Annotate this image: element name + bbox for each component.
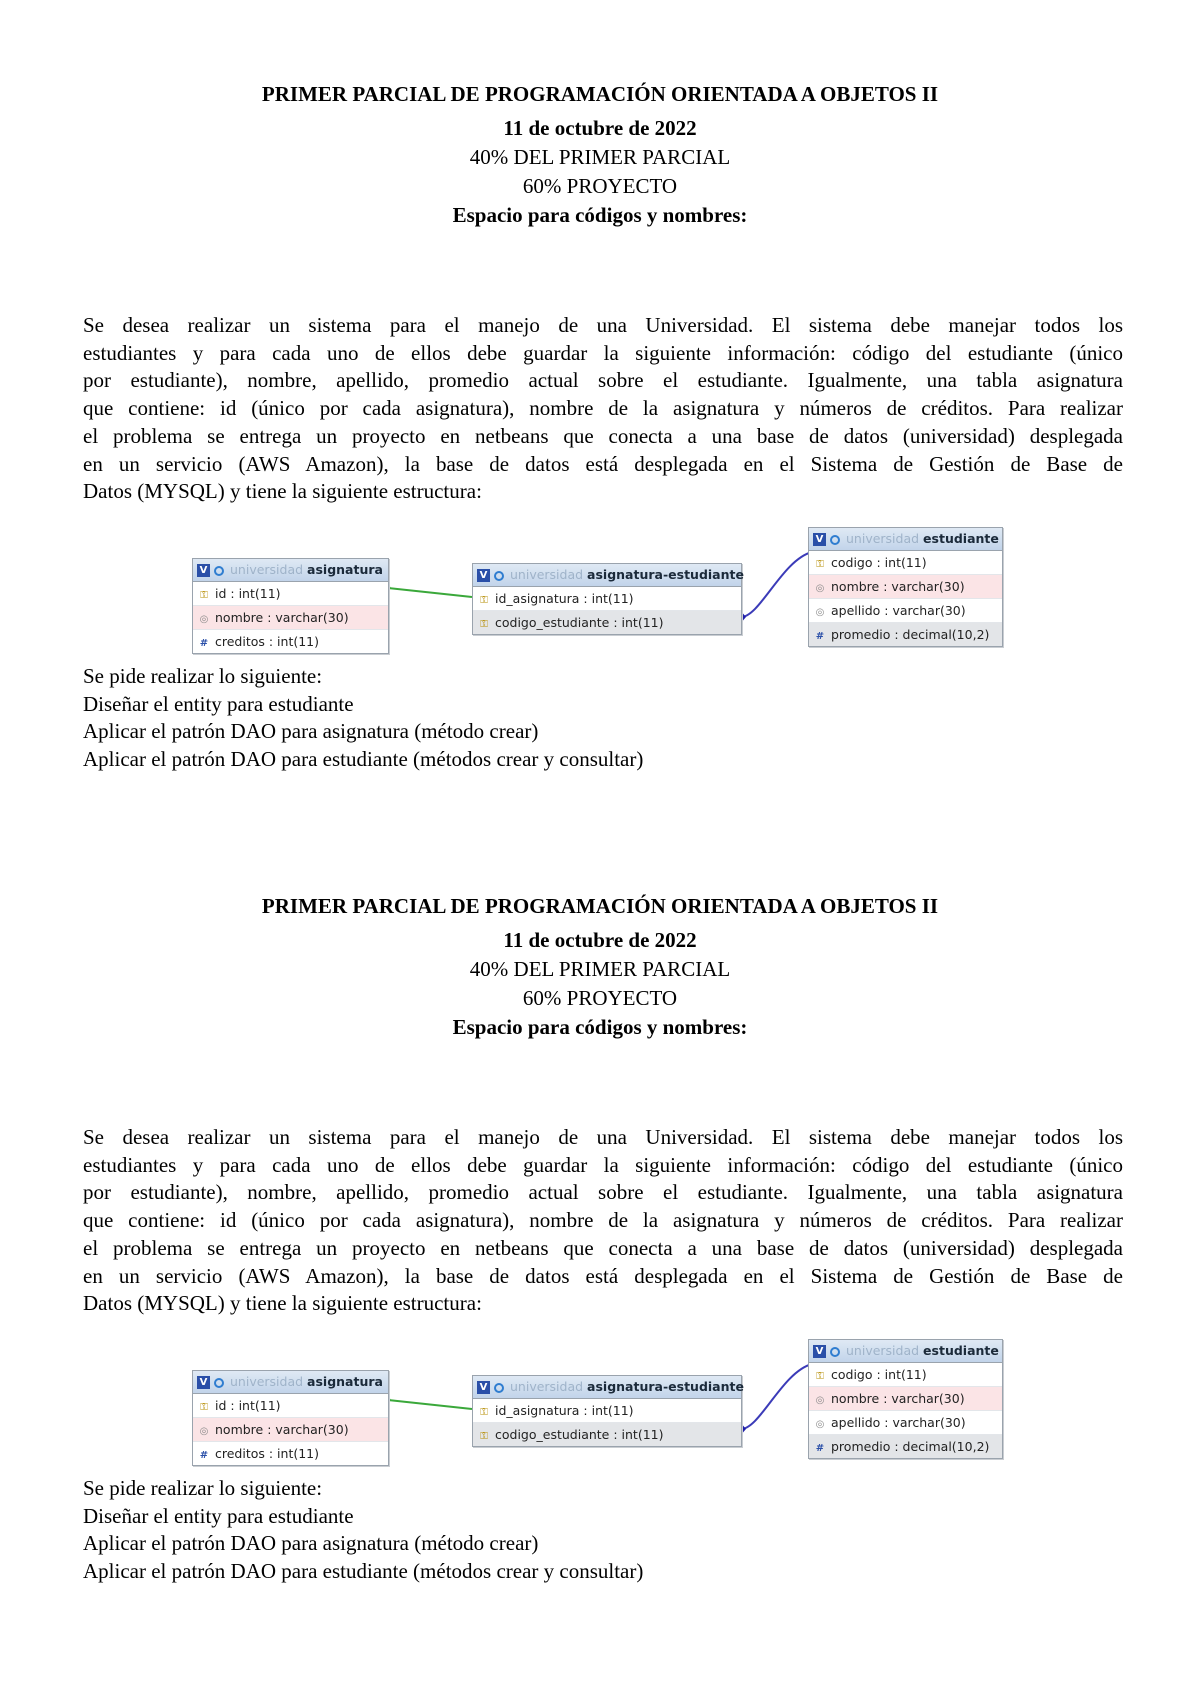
space-label: Espacio para códigos y nombres: <box>452 203 748 227</box>
exam-title: PRIMER PARCIAL DE PROGRAMACIÓN ORIENTADA A OBJETOS II <box>261 82 939 106</box>
relation-links <box>0 812 1200 1472</box>
db-name: universidad <box>510 1379 584 1394</box>
paragraph-line: en un servicio (AWS Amazon), la base de datos está desplegada en el Sistema de Gestión de Base de <box>83 451 1123 476</box>
db-name: universidad <box>846 531 920 546</box>
table-name: estudiante <box>923 531 999 546</box>
index-icon: ◎ <box>199 1426 209 1437</box>
paragraph-line: que contiene: id (único por cada asignatura), nombre de la asignatura y números de créditos. Para realizar <box>83 1208 1123 1233</box>
gear-icon[interactable] <box>494 1383 504 1393</box>
table-field <box>473 587 741 611</box>
field-text: id : int(11) <box>215 586 281 601</box>
table-field <box>809 551 1002 575</box>
table-asignatura <box>192 1370 389 1466</box>
paragraph-line: Datos (MYSQL) y tiene la siguiente estructura: <box>83 479 482 504</box>
table-field <box>809 1363 1002 1387</box>
key-icon: ⚿ <box>200 590 208 601</box>
key-icon: ⚿ <box>480 1407 488 1418</box>
field-text: id_asignatura : int(11) <box>495 591 634 606</box>
task-list <box>83 663 643 773</box>
link-asignatura <box>388 588 472 597</box>
field-text: nombre : varchar(30) <box>215 610 349 625</box>
paragraph-line: Se desea realizar un sistema para el manejo de una Universidad. El sistema debe manejar todos los <box>83 313 1123 337</box>
gear-icon[interactable] <box>830 535 840 545</box>
table-header <box>809 528 1002 551</box>
table-header <box>473 564 744 587</box>
checkbox-icon[interactable]: V <box>813 533 826 546</box>
key-icon: ⚿ <box>480 619 488 630</box>
index-icon: ◎ <box>815 583 825 594</box>
table-header <box>473 1376 744 1399</box>
key-icon: ⚿ <box>816 559 824 570</box>
table-estudiante <box>808 1339 1003 1459</box>
field-text: creditos : int(11) <box>215 634 320 649</box>
checkbox-icon[interactable]: V <box>197 564 210 577</box>
gear-icon[interactable] <box>830 1347 840 1357</box>
field-text: apellido : varchar(30) <box>831 1415 966 1430</box>
table-asignatura-estudiante <box>472 1375 742 1447</box>
db-name: universidad <box>230 1374 304 1389</box>
field-text: codigo_estudiante : int(11) <box>495 1427 664 1442</box>
key-icon: ⚿ <box>200 1402 208 1413</box>
index-icon: ◎ <box>815 607 825 618</box>
field-text: codigo_estudiante : int(11) <box>495 615 664 630</box>
relation-links <box>0 0 1200 660</box>
index-icon: ◎ <box>815 1395 825 1406</box>
task-item: Aplicar el patrón DAO para asignatura (método crear) <box>83 1531 539 1555</box>
field-text: nombre : varchar(30) <box>831 579 965 594</box>
weight-proyecto: 60% PROYECTO <box>522 986 678 1010</box>
table-field <box>809 575 1002 599</box>
checkbox-icon[interactable]: V <box>477 1381 490 1394</box>
number-icon: # <box>199 1450 209 1461</box>
field-text: nombre : varchar(30) <box>215 1422 349 1437</box>
table-header <box>193 1371 388 1394</box>
index-icon: ◎ <box>199 614 209 625</box>
db-name: universidad <box>510 567 584 582</box>
table-header <box>809 1340 1002 1363</box>
table-name: asignatura-estudiante <box>587 567 744 582</box>
table-name: asignatura <box>307 562 383 577</box>
gear-icon[interactable] <box>214 566 224 576</box>
field-text: creditos : int(11) <box>215 1446 320 1461</box>
table-field <box>809 1387 1002 1411</box>
table-name: estudiante <box>923 1343 999 1358</box>
field-text: id : int(11) <box>215 1398 281 1413</box>
table-field <box>193 630 388 653</box>
task-item: Aplicar el patrón DAO para asignatura (método crear) <box>83 719 539 743</box>
paragraph-line: Se desea realizar un sistema para el manejo de una Universidad. El sistema debe manejar todos los <box>83 1125 1123 1149</box>
link-asignatura <box>388 1400 472 1409</box>
db-name: universidad <box>846 1343 920 1358</box>
paragraph-line: por estudiante), nombre, apellido, promedio actual sobre el estudiante. Igualmente, una tabla asignatura <box>83 368 1123 393</box>
field-text: nombre : varchar(30) <box>831 1391 965 1406</box>
table-field <box>193 1418 388 1442</box>
paragraph-line: estudiantes y para cada uno de ellos debe guardar la siguiente información: código del estudiante (único <box>83 1152 1123 1177</box>
table-field <box>809 1435 1002 1458</box>
table-header <box>193 559 388 582</box>
key-icon: ⚿ <box>480 595 488 606</box>
task-intro: Se pide realizar lo siguiente: <box>83 664 323 688</box>
key-icon: ⚿ <box>816 1371 824 1382</box>
table-field <box>473 611 741 634</box>
paragraph-line: el problema se entrega un proyecto en netbeans que conecta a una base de datos (universidad) desplegada <box>83 1235 1123 1260</box>
paragraph-line: estudiantes y para cada uno de ellos debe guardar la siguiente información: código del estudiante (único <box>83 340 1123 365</box>
paragraph-line: que contiene: id (único por cada asignatura), nombre de la asignatura y números de créditos. Para realizar <box>83 396 1123 421</box>
paragraph-line: el problema se entrega un proyecto en netbeans que conecta a una base de datos (universidad) desplegada <box>83 423 1123 448</box>
table-field <box>473 1423 741 1446</box>
db-name: universidad <box>230 562 304 577</box>
key-icon: ⚿ <box>480 1431 488 1442</box>
table-asignatura-estudiante <box>472 563 742 635</box>
weight-parcial: 40% DEL PRIMER PARCIAL <box>469 145 731 169</box>
link-estudiante <box>741 552 812 617</box>
table-asignatura <box>192 558 389 654</box>
index-icon: ◎ <box>815 1419 825 1430</box>
table-estudiante <box>808 527 1003 647</box>
database-diagram <box>0 812 1200 1472</box>
field-text: codigo : int(11) <box>831 555 927 570</box>
field-text: codigo : int(11) <box>831 1367 927 1382</box>
number-icon: # <box>815 631 825 642</box>
table-field <box>473 1399 741 1423</box>
paragraph-line: en un servicio (AWS Amazon), la base de datos está desplegada en el Sistema de Gestión de Base de <box>83 1263 1123 1288</box>
exam-date: 11 de octubre de 2022 <box>503 116 697 140</box>
link-estudiante <box>741 1364 812 1429</box>
checkbox-icon[interactable]: V <box>197 1376 210 1389</box>
task-item: Aplicar el patrón DAO para estudiante (métodos crear y consultar) <box>83 746 644 771</box>
field-text: promedio : decimal(10,2) <box>831 1439 990 1454</box>
gear-icon[interactable] <box>214 1378 224 1388</box>
task-item: Diseñar el entity para estudiante <box>83 1503 354 1528</box>
space-label: Espacio para códigos y nombres: <box>452 1015 748 1039</box>
table-field <box>809 599 1002 623</box>
exam-title: PRIMER PARCIAL DE PROGRAMACIÓN ORIENTADA A OBJETOS II <box>261 894 939 918</box>
table-name: asignatura <box>307 1374 383 1389</box>
table-field <box>193 1442 388 1465</box>
database-diagram <box>0 0 1200 660</box>
checkbox-icon[interactable]: V <box>813 1345 826 1358</box>
task-list <box>83 1475 643 1585</box>
table-field <box>193 1394 388 1418</box>
task-item: Diseñar el entity para estudiante <box>83 691 354 716</box>
table-field <box>809 1411 1002 1435</box>
paragraph-line: Datos (MYSQL) y tiene la siguiente estructura: <box>83 1291 482 1316</box>
gear-icon[interactable] <box>494 571 504 581</box>
checkbox-icon[interactable]: V <box>477 569 490 582</box>
task-intro: Se pide realizar lo siguiente: <box>83 1476 323 1500</box>
task-item: Aplicar el patrón DAO para estudiante (métodos crear y consultar) <box>83 1558 644 1583</box>
table-name: asignatura-estudiante <box>587 1379 744 1394</box>
table-field <box>809 623 1002 646</box>
weight-proyecto: 60% PROYECTO <box>522 174 678 198</box>
exam-date: 11 de octubre de 2022 <box>503 928 697 952</box>
field-text: id_asignatura : int(11) <box>495 1403 634 1418</box>
number-icon: # <box>815 1443 825 1454</box>
number-icon: # <box>199 638 209 649</box>
field-text: promedio : decimal(10,2) <box>831 627 990 642</box>
table-field <box>193 582 388 606</box>
weight-parcial: 40% DEL PRIMER PARCIAL <box>469 957 731 981</box>
table-field <box>193 606 388 630</box>
paragraph-line: por estudiante), nombre, apellido, promedio actual sobre el estudiante. Igualmente, una tabla asignatura <box>83 1180 1123 1205</box>
field-text: apellido : varchar(30) <box>831 603 966 618</box>
